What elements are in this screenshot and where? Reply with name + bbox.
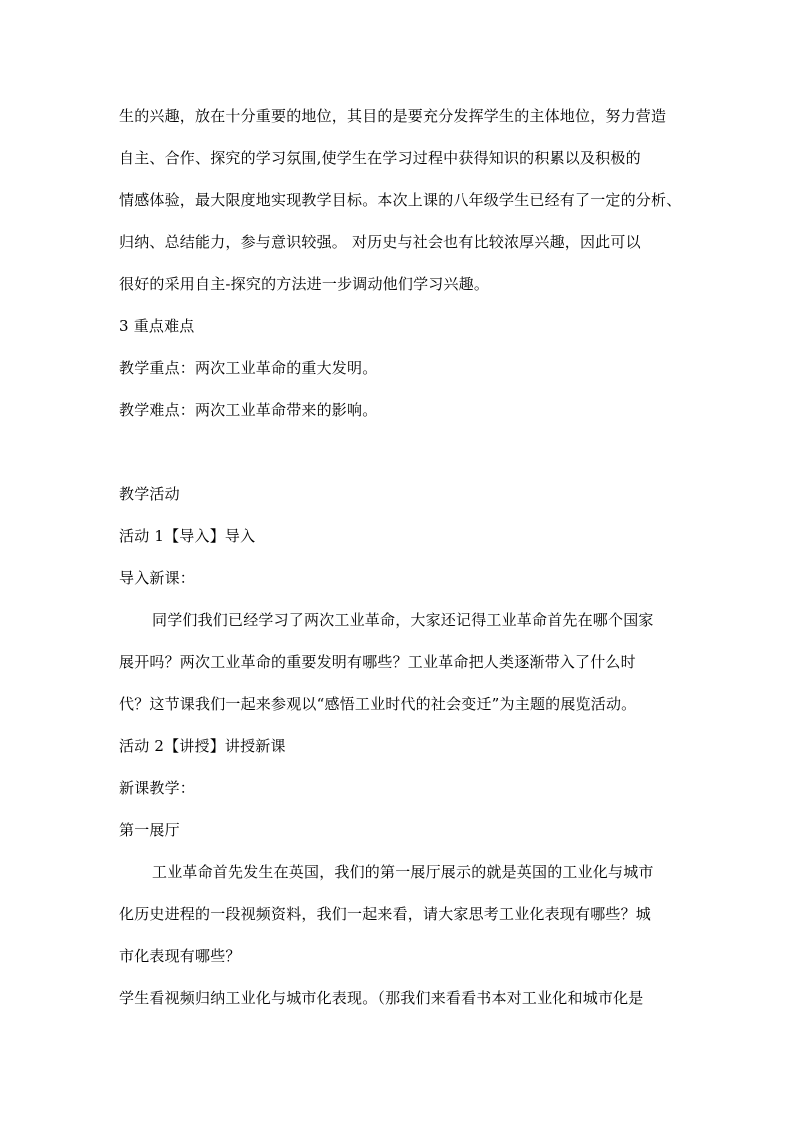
section-heading: 3 重点难点 <box>119 317 195 335</box>
paragraph-line: 自主、合作、探究的学习氛围,使学生在学习过程中获得知识的积累以及积极的 <box>119 149 641 167</box>
paragraph-line: 归纳、总结能力，参与意识较强。 对历史与社会也有比较浓厚兴趣，因此可以 <box>119 233 641 251</box>
paragraph-line: 市化表现有哪些？ <box>119 947 241 965</box>
paragraph-line: 展开吗？两次工业革命的重要发明有哪些？工业革命把人类逐渐带入了什么时 <box>119 653 636 671</box>
paragraph-line: 同学们我们已经学习了两次工业革命，大家还记得工业革命首先在哪个国家 <box>152 611 654 629</box>
subheading: 新课教学： <box>119 779 196 797</box>
paragraph-line: 生的兴趣，放在十分重要的地位，其目的是要充分发挥学生的主体地位，努力营造 <box>119 107 667 125</box>
paragraph-line: 代？这节课我们一起来参观以“感悟工业时代的社会变迁”为主题的展览活动。 <box>119 695 637 713</box>
subheading: 第一展厅 <box>119 821 180 839</box>
difficulty-line: 教学难点：两次工业革命带来的影响。 <box>119 401 378 419</box>
paragraph-line: 学生看视频归纳工业化与城市化表现。（那我们来看看书本对工业化和城市化是 <box>119 989 644 1007</box>
paragraph-line: 化历史进程的一段视频资料，我们一起来看，请大家思考工业化表现有哪些？城 <box>119 905 652 923</box>
key-point-line: 教学重点：两次工业革命的重大发明。 <box>119 359 378 377</box>
section-heading: 教学活动 <box>119 485 180 503</box>
paragraph-line: 情感体验，最大限度地实现教学目标。本次上课的八年级学生已经有了一定的分析、 <box>119 191 682 209</box>
activity-heading: 活动 1【导入】导入 <box>119 527 256 545</box>
paragraph-line: 很好的采用自主-探究的方法进一步调动他们学习兴趣。 <box>119 275 490 293</box>
paragraph-line: 工业革命首先发生在英国，我们的第一展厅展示的就是英国的工业化与城市 <box>152 863 654 881</box>
activity-heading: 活动 2【讲授】讲授新课 <box>119 737 286 755</box>
subheading: 导入新课： <box>119 569 196 587</box>
